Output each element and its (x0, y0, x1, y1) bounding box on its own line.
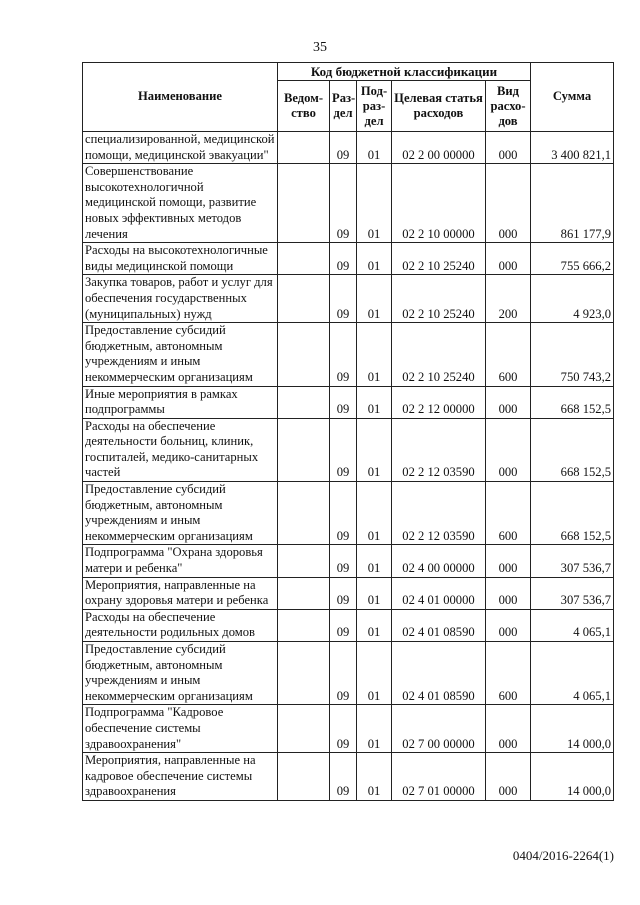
row-sum-cell: 750 743,2 (531, 323, 614, 386)
row-name-cell: Мероприятия, направленные на кадровое обеспечение системы здравоохранения (83, 753, 278, 801)
row-expense-type-cell: 600 (486, 482, 531, 545)
row-sum-cell: 668 152,5 (531, 386, 614, 418)
row-sum-cell: 861 177,9 (531, 164, 614, 243)
table-row (83, 323, 614, 386)
row-name-cell: Подпрограмма "Охрана здоровья матери и ребенка" (83, 545, 278, 577)
row-podrazdel-cell: 01 (357, 577, 392, 609)
row-razdel-cell: 09 (330, 164, 357, 243)
row-expense-type-cell: 600 (486, 642, 531, 705)
table-row (83, 132, 614, 164)
row-sum-cell: 4 065,1 (531, 609, 614, 641)
row-sum-cell: 14 000,0 (531, 753, 614, 801)
row-sum-cell: 755 666,2 (531, 243, 614, 275)
row-expense-type-cell: 000 (486, 132, 531, 164)
row-razdel-cell: 09 (330, 609, 357, 641)
row-vedomstvo-cell (278, 705, 330, 753)
document-number: 0404/2016-2264(1) (512, 848, 614, 863)
row-expense-type-cell: 000 (486, 164, 531, 243)
row-name-cell: Подпрограмма "Кадровое обеспечение системы здравоохранения" (83, 705, 278, 753)
row-sum-cell: 4 923,0 (531, 275, 614, 323)
row-vedomstvo-cell (278, 418, 330, 481)
row-expense-type-cell: 000 (486, 705, 531, 753)
row-vedomstvo-cell (278, 164, 330, 243)
header-name: Наименование (83, 63, 278, 132)
row-vedomstvo-cell (278, 386, 330, 418)
table-row (83, 577, 614, 609)
row-razdel-cell: 09 (330, 545, 357, 577)
row-podrazdel-cell: 01 (357, 243, 392, 275)
row-name-cell: Мероприятия, направленные на охрану здоровья матери и ребенка (83, 577, 278, 609)
table-row (83, 545, 614, 577)
row-name-cell: Иные мероприятия в рамках подпрограммы (83, 386, 278, 418)
row-razdel-cell: 09 (330, 386, 357, 418)
row-target-item-cell: 02 4 01 00000 (392, 577, 486, 609)
header-razdel: Раз-дел (330, 81, 357, 132)
row-podrazdel-cell: 01 (357, 323, 392, 386)
row-vedomstvo-cell (278, 577, 330, 609)
row-razdel-cell: 09 (330, 275, 357, 323)
row-target-item-cell: 02 2 10 25240 (392, 323, 486, 386)
row-podrazdel-cell: 01 (357, 642, 392, 705)
header-vedomstvo: Ведом-ство (278, 81, 330, 132)
row-sum-cell: 4 065,1 (531, 642, 614, 705)
row-target-item-cell: 02 4 00 00000 (392, 545, 486, 577)
row-name-cell: Расходы на обеспечение деятельности родильных домов (83, 609, 278, 641)
row-name-cell: Предоставление субсидий бюджетным, автономным учреждениям и иным некоммерческим организациям (83, 482, 278, 545)
row-razdel-cell: 09 (330, 577, 357, 609)
header-target-item: Целевая статья расходов (392, 81, 486, 132)
row-name-cell: Предоставление субсидий бюджетным, автономным учреждениям и иным некоммерческим организациям (83, 323, 278, 386)
row-name-cell: Предоставление субсидий бюджетным, автономным учреждениям и иным некоммерческим организациям (83, 642, 278, 705)
row-target-item-cell: 02 2 12 03590 (392, 482, 486, 545)
row-target-item-cell: 02 7 00 00000 (392, 705, 486, 753)
row-razdel-cell: 09 (330, 243, 357, 275)
table-row (83, 386, 614, 418)
row-podrazdel-cell: 01 (357, 753, 392, 801)
row-razdel-cell: 09 (330, 323, 357, 386)
row-expense-type-cell: 000 (486, 243, 531, 275)
row-target-item-cell: 02 2 10 00000 (392, 164, 486, 243)
row-vedomstvo-cell (278, 609, 330, 641)
row-sum-cell: 307 536,7 (531, 577, 614, 609)
table-row (83, 609, 614, 641)
row-sum-cell: 14 000,0 (531, 705, 614, 753)
row-vedomstvo-cell (278, 243, 330, 275)
row-razdel-cell: 09 (330, 482, 357, 545)
row-podrazdel-cell: 01 (357, 418, 392, 481)
row-expense-type-cell: 000 (486, 545, 531, 577)
row-podrazdel-cell: 01 (357, 705, 392, 753)
row-razdel-cell: 09 (330, 642, 357, 705)
row-expense-type-cell: 200 (486, 275, 531, 323)
row-sum-cell: 668 152,5 (531, 482, 614, 545)
row-name-cell: Закупка товаров, работ и услуг для обеспечения государственных (муниципальных) нужд (83, 275, 278, 323)
row-razdel-cell: 09 (330, 418, 357, 481)
row-expense-type-cell: 000 (486, 386, 531, 418)
table-row (83, 275, 614, 323)
header-row-top (83, 63, 614, 81)
table-body (83, 132, 614, 801)
table-row (83, 418, 614, 481)
row-target-item-cell: 02 2 12 03590 (392, 418, 486, 481)
row-podrazdel-cell: 01 (357, 164, 392, 243)
table-row (83, 705, 614, 753)
table-row (83, 164, 614, 243)
row-vedomstvo-cell (278, 323, 330, 386)
row-target-item-cell: 02 4 01 08590 (392, 609, 486, 641)
row-podrazdel-cell: 01 (357, 132, 392, 164)
row-vedomstvo-cell (278, 545, 330, 577)
row-name-cell: Расходы на обеспечение деятельности больниц, клиник, госпиталей, медико-санитарных частей (83, 418, 278, 481)
row-target-item-cell: 02 2 00 00000 (392, 132, 486, 164)
budget-table (82, 62, 614, 801)
row-target-item-cell: 02 7 01 00000 (392, 753, 486, 801)
row-vedomstvo-cell (278, 482, 330, 545)
row-sum-cell: 307 536,7 (531, 545, 614, 577)
row-expense-type-cell: 000 (486, 609, 531, 641)
row-target-item-cell: 02 2 12 00000 (392, 386, 486, 418)
row-vedomstvo-cell (278, 132, 330, 164)
header-classification-group: Код бюджетной классификации (278, 63, 531, 81)
row-name-cell: Расходы на высокотехнологичные виды медицинской помощи (83, 243, 278, 275)
row-razdel-cell: 09 (330, 705, 357, 753)
row-razdel-cell: 09 (330, 753, 357, 801)
row-sum-cell: 668 152,5 (531, 418, 614, 481)
row-podrazdel-cell: 01 (357, 482, 392, 545)
row-vedomstvo-cell (278, 753, 330, 801)
row-sum-cell: 3 400 821,1 (531, 132, 614, 164)
row-razdel-cell: 09 (330, 132, 357, 164)
header-expense-type: Вид расхо-дов (486, 81, 531, 132)
row-target-item-cell: 02 2 10 25240 (392, 243, 486, 275)
row-expense-type-cell: 000 (486, 577, 531, 609)
row-podrazdel-cell: 01 (357, 275, 392, 323)
row-podrazdel-cell: 01 (357, 386, 392, 418)
row-target-item-cell: 02 4 01 08590 (392, 642, 486, 705)
row-expense-type-cell: 000 (486, 753, 531, 801)
row-vedomstvo-cell (278, 275, 330, 323)
header-podrazdel: Под-раз-дел (357, 81, 392, 132)
row-podrazdel-cell: 01 (357, 609, 392, 641)
header-sum: Сумма (531, 63, 614, 132)
row-podrazdel-cell: 01 (357, 545, 392, 577)
table-row (83, 753, 614, 801)
table-row (83, 243, 614, 275)
row-expense-type-cell: 000 (486, 418, 531, 481)
row-target-item-cell: 02 2 10 25240 (392, 275, 486, 323)
row-name-cell: Совершенствование высокотехнологичной медицинской помощи, развитие новых эффективных методов лечения (83, 164, 278, 243)
row-vedomstvo-cell (278, 642, 330, 705)
table-row (83, 482, 614, 545)
row-name-cell: специализированной, медицинской помощи, медицинской эвакуации" (83, 132, 278, 164)
table-row (83, 642, 614, 705)
row-expense-type-cell: 600 (486, 323, 531, 386)
page-number: 35 (313, 40, 327, 55)
